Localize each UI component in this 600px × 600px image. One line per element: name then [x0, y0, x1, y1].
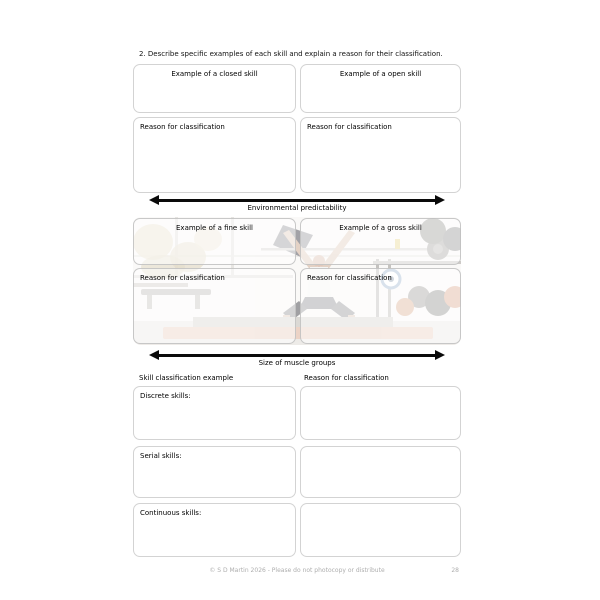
fine-skill-reason-box [133, 268, 296, 344]
closed-skill-example-title: Example of a closed skill [171, 70, 258, 78]
serial-skills-label: Serial skills: [140, 452, 182, 460]
table-header-skill-classification: Skill classification example [139, 374, 234, 382]
continuous-reason-box [300, 503, 461, 557]
open-skill-example-title: Example of a open skill [339, 70, 422, 78]
gross-skill-example-box [300, 218, 461, 265]
table-header-reason: Reason for classification [304, 374, 389, 382]
open-skill-reason-box [300, 117, 461, 193]
continuous-skills-box [133, 503, 296, 557]
discrete-skills-label: Discrete skills: [140, 392, 191, 400]
serial-reason-box [300, 446, 461, 498]
continuous-skills-label: Continuous skills: [140, 509, 202, 517]
fine-skill-example-box [133, 218, 296, 265]
serial-skills-box [133, 446, 296, 498]
gross-skill-reason-box [300, 268, 461, 344]
gross-skill-reason-label: Reason for classification [307, 274, 392, 282]
footer-copyright: © S D Martin 2026 - Please do not photocopy or distribute [209, 567, 385, 574]
gross-skill-example-title: Example of a gross skill [339, 224, 422, 232]
closed-skill-reason-label: Reason for classification [140, 123, 225, 131]
discrete-reason-box [300, 386, 461, 440]
closed-skill-reason-box [133, 117, 296, 193]
muscle-groups-axis-label: Size of muscle groups [258, 359, 336, 367]
open-skill-example-box [300, 64, 461, 113]
page-number: 28 [451, 567, 459, 574]
fine-skill-reason-label: Reason for classification [140, 274, 225, 282]
double-headed-arrow-icon [158, 354, 436, 357]
question-2-instruction: 2. Describe specific examples of each skill and explain a reason for their classification. [139, 50, 443, 58]
environmental-predictability-axis-label: Environmental predictability [247, 204, 347, 212]
page-content [133, 0, 461, 600]
fine-skill-example-title: Example of a fine skill [176, 224, 253, 232]
double-headed-arrow-icon [158, 199, 436, 202]
open-skill-reason-label: Reason for classification [307, 123, 392, 131]
closed-skill-example-box [133, 64, 296, 113]
discrete-skills-box [133, 386, 296, 440]
